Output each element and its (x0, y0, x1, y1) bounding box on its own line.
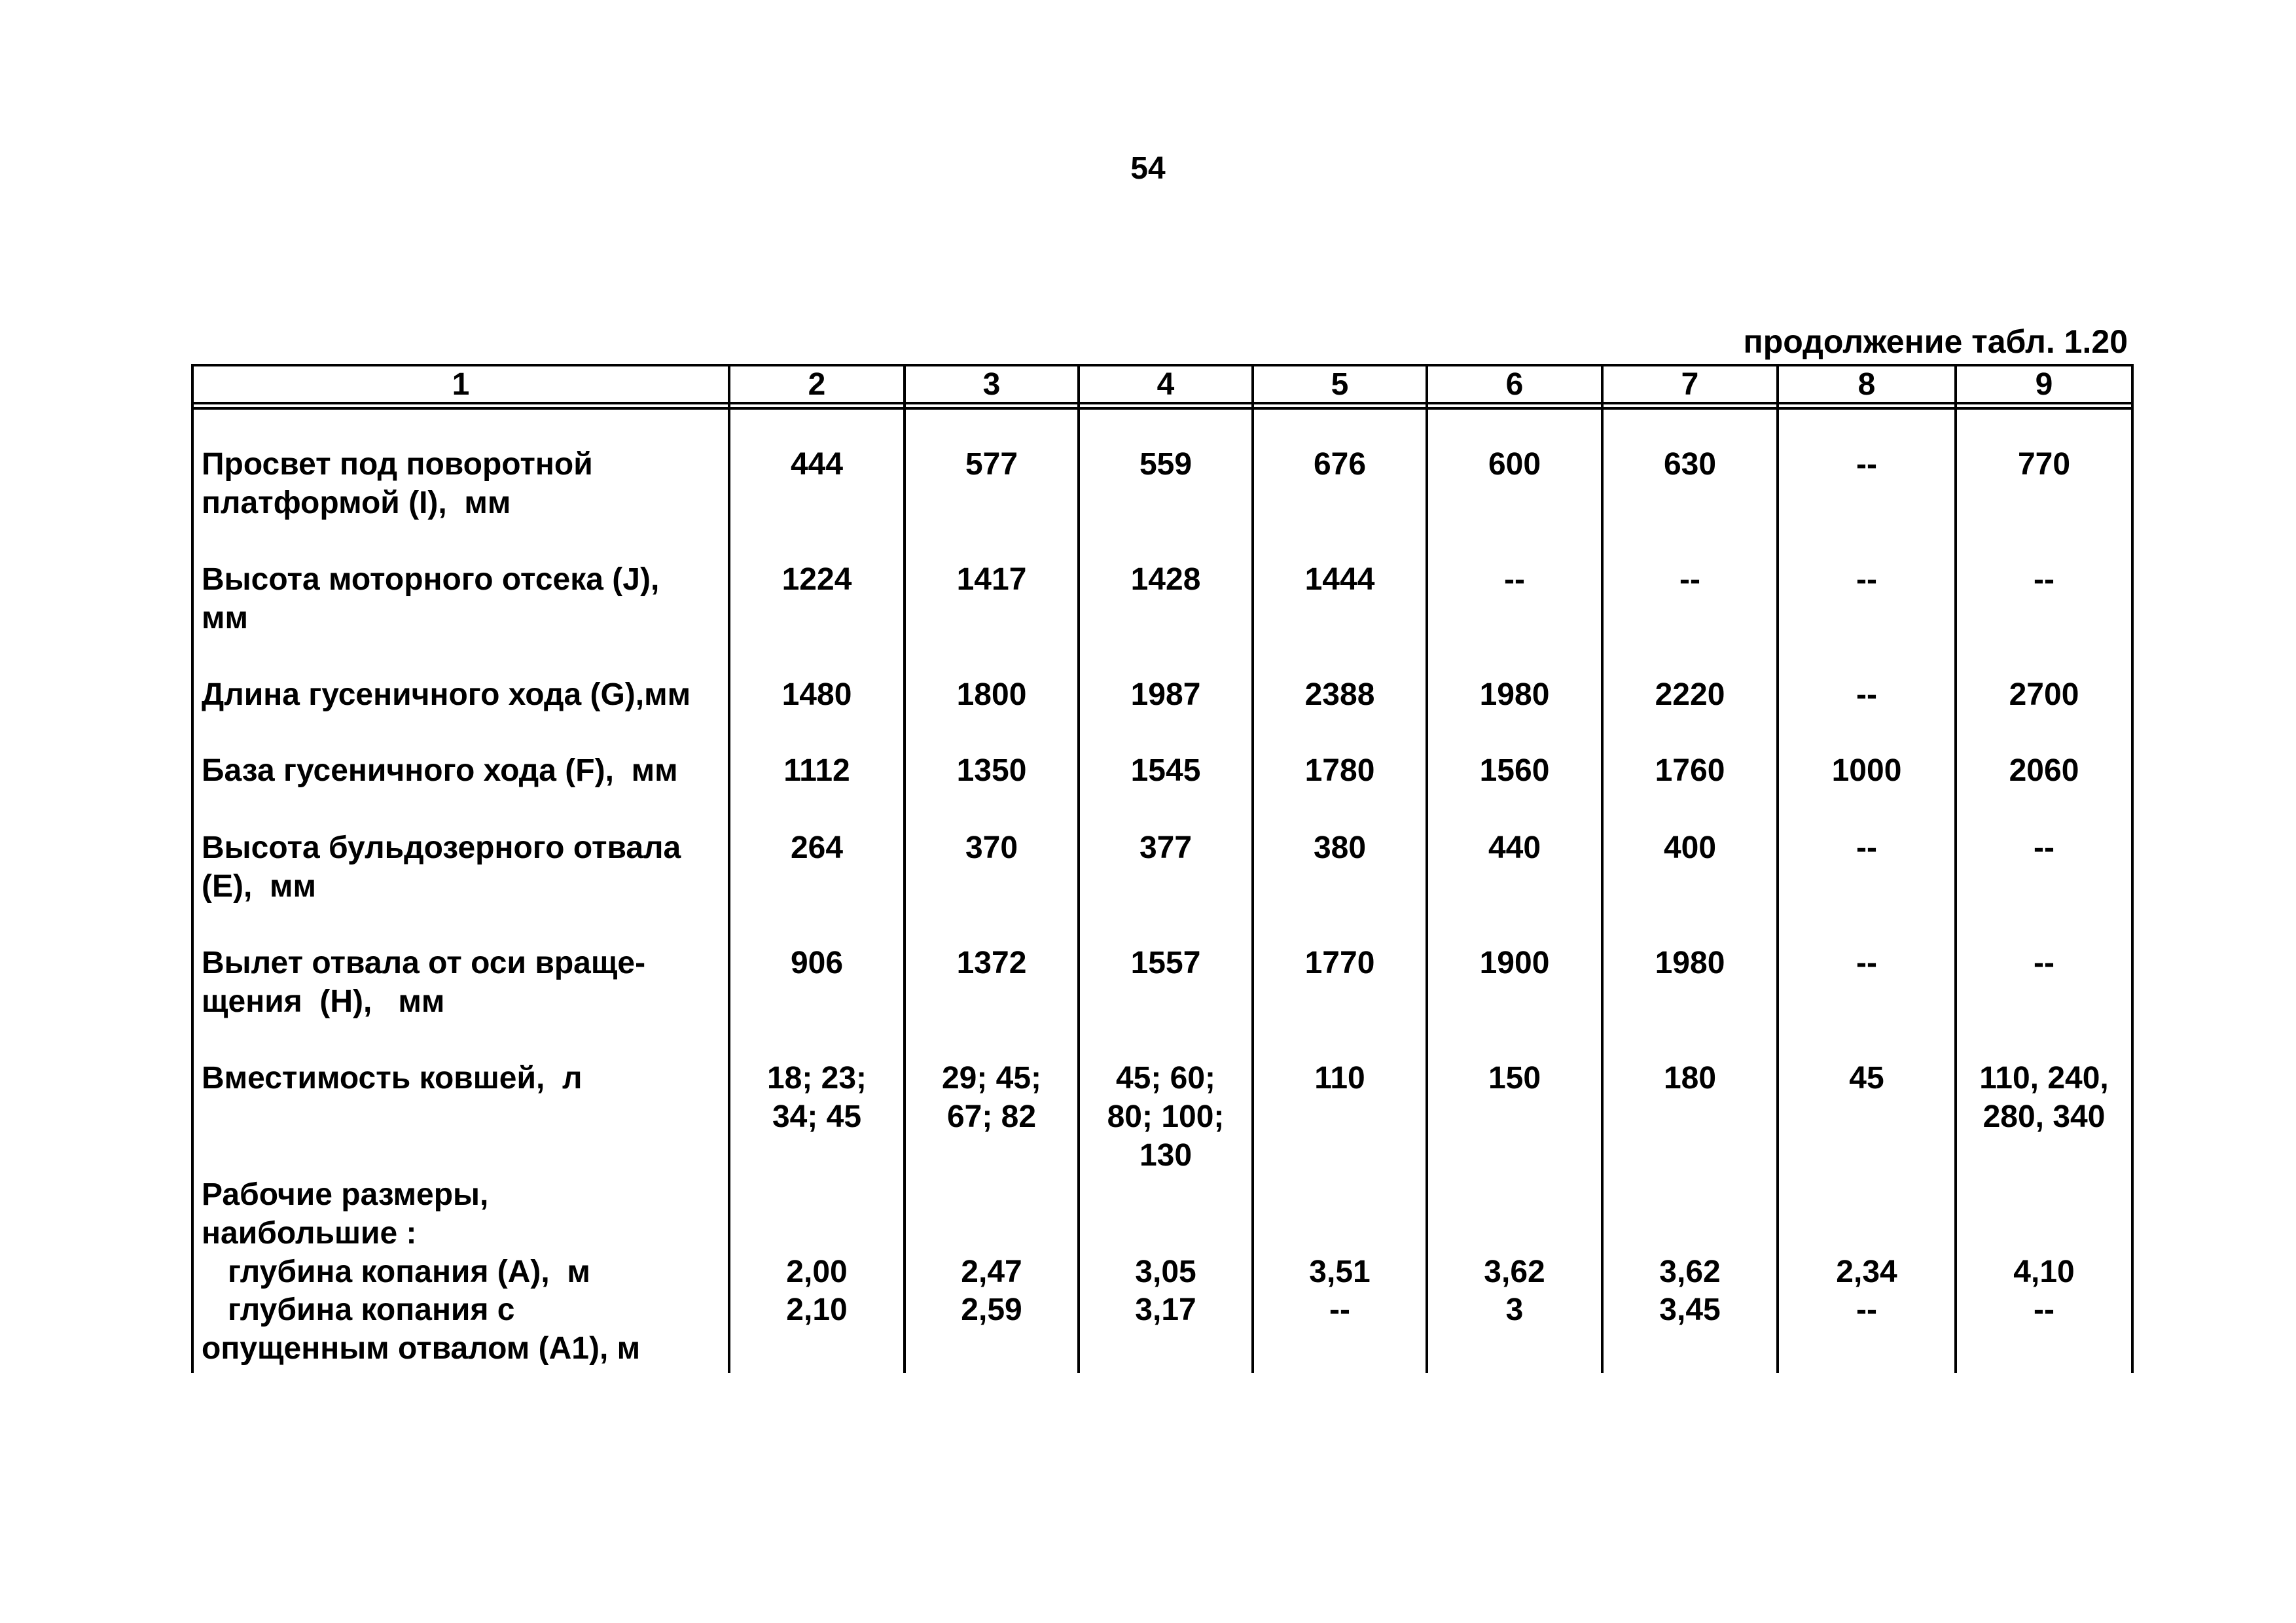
column-line (191, 364, 194, 1373)
row-label: Вместимость ковшей, л (202, 1061, 583, 1096)
page-number: 54 (1130, 151, 1166, 186)
cell-value: 3,62 (1659, 1255, 1721, 1289)
table-caption: продолжение табл. 1.20 (1743, 323, 2128, 360)
cell-value: 1480 (781, 677, 852, 712)
cell-value: -- (2034, 946, 2054, 980)
cell-value: 3,17 (1135, 1293, 1196, 1327)
cell-value: -- (2034, 830, 2054, 865)
cell-value: 1980 (1479, 677, 1550, 712)
row-label: Вылет отвала от оси враще- щения (H), мм (202, 946, 646, 1019)
cell-value: -- (1329, 1293, 1350, 1327)
cell-value: 3,62 (1484, 1255, 1545, 1289)
column-line (903, 364, 906, 1373)
column-line (1077, 364, 1080, 1373)
column-line (1251, 364, 1254, 1373)
cell-value: -- (1679, 562, 1700, 597)
cell-value: 1780 (1304, 753, 1375, 788)
cell-value: 2388 (1304, 677, 1375, 712)
cell-value: 2,59 (961, 1293, 1022, 1327)
cell-value: -- (1856, 830, 1877, 865)
cell-value: 1980 (1655, 946, 1725, 980)
cell-value: -- (1856, 1293, 1877, 1327)
cell-value: 440 (1488, 830, 1541, 865)
cell-value: 1900 (1479, 946, 1550, 980)
cell-value: -- (1856, 677, 1877, 712)
section-heading: Рабочие размеры, наибольшие : (202, 1177, 489, 1251)
cell-value: 264 (790, 830, 844, 865)
body-top-border (191, 407, 2134, 410)
column-line (2131, 364, 2134, 1373)
row-label: глубина копания (A), м (202, 1255, 590, 1289)
cell-value: 444 (790, 447, 844, 482)
cell-value: 630 (1663, 447, 1717, 482)
cell-value: -- (2034, 1293, 2054, 1327)
cell-value: 2060 (2009, 753, 2079, 788)
column-line (1776, 364, 1779, 1373)
cell-value: 2220 (1655, 677, 1725, 712)
cell-value: 4,10 (2013, 1255, 2075, 1289)
cell-value: -- (1504, 562, 1525, 597)
cell-value: 3,05 (1135, 1255, 1196, 1289)
cell-value: 2700 (2009, 677, 2079, 712)
cell-value: 380 (1313, 830, 1367, 865)
cell-value: 2,10 (786, 1293, 848, 1327)
cell-value: 1000 (1831, 753, 1902, 788)
header-cell: 4 (1157, 367, 1175, 402)
header-cell: 9 (2035, 367, 2053, 402)
cell-value: 1417 (956, 562, 1027, 597)
cell-value: 1545 (1130, 753, 1201, 788)
row-label: База гусеничного хода (F), мм (202, 753, 678, 788)
cell-value: -- (1856, 946, 1877, 980)
cell-value: 18; 23; 34; 45 (766, 1061, 867, 1134)
cell-value: 2,34 (1836, 1255, 1897, 1289)
cell-value: 110 (1314, 1061, 1365, 1096)
cell-value: -- (1856, 447, 1877, 482)
row-label: Высота моторного отсека (J), мм (202, 562, 660, 635)
column-line (1426, 364, 1428, 1373)
column-line (1601, 364, 1604, 1373)
cell-value: 150 (1488, 1061, 1541, 1096)
cell-value: 1557 (1130, 946, 1201, 980)
header-cell: 7 (1681, 367, 1699, 402)
cell-value: 600 (1488, 447, 1541, 482)
cell-value: 577 (965, 447, 1018, 482)
cell-value: 2,47 (961, 1255, 1022, 1289)
header-cell: 2 (808, 367, 826, 402)
row-label: Просвет под поворотной платформой (I), мм (202, 447, 593, 520)
cell-value: 770 (2017, 447, 2071, 482)
cell-value: 1224 (781, 562, 852, 597)
cell-value: 1372 (956, 946, 1027, 980)
cell-value: 2,00 (786, 1255, 848, 1289)
cell-value: -- (1856, 562, 1877, 597)
row-label: Высота бульдозерного отвала (E), мм (202, 830, 681, 904)
row-label: глубина копания с опущенным отвалом (A1), м (202, 1293, 641, 1366)
cell-value: 29; 45; 67; 82 (941, 1061, 1042, 1134)
cell-value: 3 (1505, 1293, 1524, 1327)
cell-value: 1987 (1130, 677, 1201, 712)
cell-value: 400 (1663, 830, 1717, 865)
cell-value: 1560 (1479, 753, 1550, 788)
header-cell: 8 (1857, 367, 1876, 402)
header-cell: 5 (1331, 367, 1349, 402)
cell-value: 3,45 (1659, 1293, 1721, 1327)
cell-value: 377 (1139, 830, 1193, 865)
cell-value: 45; 60; 80; 100; 130 (1107, 1061, 1225, 1173)
cell-value: 559 (1139, 447, 1193, 482)
cell-value: 180 (1663, 1061, 1717, 1096)
header-cell: 1 (452, 367, 470, 402)
column-line (1954, 364, 1957, 1373)
cell-value: 1770 (1304, 946, 1375, 980)
cell-value: 1760 (1655, 753, 1725, 788)
cell-value: 45 (1849, 1061, 1884, 1096)
cell-value: 1428 (1130, 562, 1201, 597)
header-cell: 6 (1505, 367, 1524, 402)
cell-value: 1112 (783, 753, 850, 788)
cell-value: 1800 (956, 677, 1027, 712)
cell-value: 370 (965, 830, 1018, 865)
cell-value: 3,51 (1309, 1255, 1371, 1289)
header-cell: 3 (982, 367, 1001, 402)
cell-value: -- (2034, 562, 2054, 597)
row-label: Длина гусеничного хода (G),мм (202, 677, 691, 712)
cell-value: 676 (1313, 447, 1367, 482)
cell-value: 110, 240, 280, 340 (1979, 1061, 2109, 1134)
cell-value: 906 (790, 946, 844, 980)
cell-value: 1350 (956, 753, 1027, 788)
cell-value: 1444 (1304, 562, 1375, 597)
